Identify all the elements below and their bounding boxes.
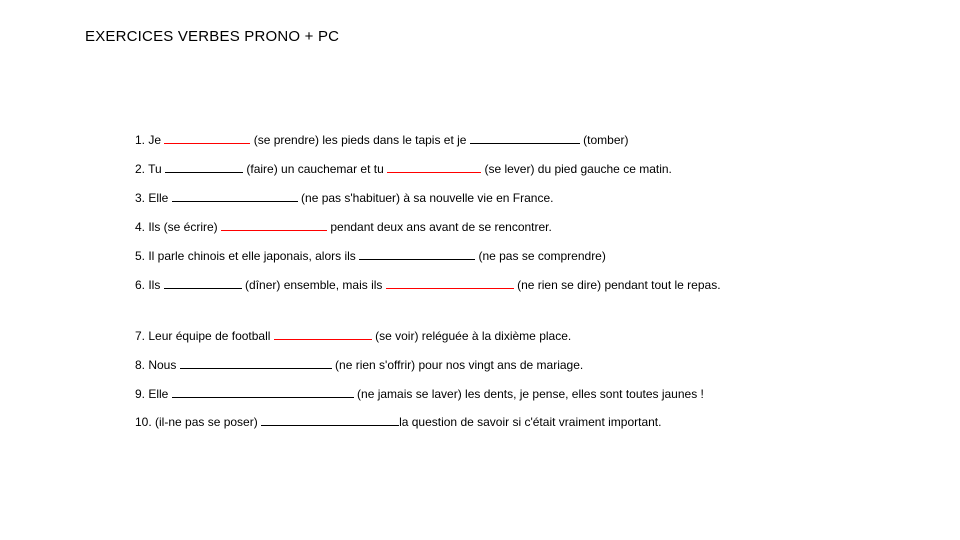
answer-blank[interactable] bbox=[172, 190, 298, 202]
answer-blank[interactable] bbox=[172, 386, 354, 398]
exercise-7 bbox=[135, 328, 571, 344]
exercise-text: (dîner) ensemble, mais ils bbox=[241, 278, 386, 292]
exercise-8 bbox=[135, 357, 583, 373]
answer-blank[interactable] bbox=[180, 357, 332, 369]
answer-blank[interactable] bbox=[164, 277, 242, 289]
exercise-text: (ne rien se dire) pendant tout le repas. bbox=[513, 278, 721, 292]
exercise-10 bbox=[135, 414, 661, 430]
exercise-text: 2. Tu bbox=[135, 162, 166, 176]
answer-blank[interactable] bbox=[470, 132, 580, 144]
answer-blank[interactable] bbox=[359, 248, 475, 260]
answer-blank[interactable] bbox=[165, 161, 243, 173]
exercise-text: (se lever) du pied gauche ce matin. bbox=[481, 162, 672, 176]
exercise-text: (ne rien s'offrir) pour nos vingt ans de mariage. bbox=[331, 358, 584, 372]
exercise-text: (se voir) reléguée à la dixième place. bbox=[371, 329, 572, 343]
exercise-3 bbox=[135, 190, 553, 206]
exercise-text: 8. Nous bbox=[135, 358, 180, 372]
exercise-text: 7. Leur équipe de football bbox=[135, 329, 274, 343]
exercise-5 bbox=[135, 248, 606, 264]
exercise-6 bbox=[135, 277, 721, 293]
answer-blank[interactable] bbox=[274, 328, 372, 340]
exercise-text: (ne pas s'habituer) à sa nouvelle vie en France. bbox=[297, 191, 554, 205]
answer-blank[interactable] bbox=[386, 277, 514, 289]
exercise-text: 4. Ils (se écrire) bbox=[135, 220, 222, 234]
exercise-1 bbox=[135, 132, 629, 148]
exercise-text: la question de savoir si c'était vraiment important. bbox=[399, 415, 662, 429]
exercise-text: (se prendre) les pieds dans le tapis et je bbox=[250, 133, 470, 147]
exercise-text: (ne pas se comprendre) bbox=[475, 249, 606, 263]
exercise-text: 1. Je bbox=[135, 133, 165, 147]
exercise-text: 5. Il parle chinois et elle japonais, alors ils bbox=[135, 249, 360, 263]
answer-blank[interactable] bbox=[387, 161, 481, 173]
exercise-text: (faire) un cauchemar et tu bbox=[243, 162, 388, 176]
exercise-text: (ne jamais se laver) les dents, je pense, elles sont toutes jaunes ! bbox=[353, 387, 704, 401]
exercise-9 bbox=[135, 386, 704, 402]
exercise-text: 3. Elle bbox=[135, 191, 172, 205]
exercise-4 bbox=[135, 219, 552, 235]
exercise-2 bbox=[135, 161, 672, 177]
answer-blank[interactable] bbox=[261, 414, 399, 426]
answer-blank[interactable] bbox=[221, 219, 327, 231]
exercise-text: (tomber) bbox=[579, 133, 629, 147]
exercise-text: pendant deux ans avant de se rencontrer. bbox=[327, 220, 552, 234]
answer-blank[interactable] bbox=[164, 132, 250, 144]
page-title: EXERCICES VERBES PRONO + PC bbox=[85, 28, 340, 45]
exercise-text: 6. Ils bbox=[135, 278, 164, 292]
exercise-text: 9. Elle bbox=[135, 387, 172, 401]
exercise-text: 10. (il-ne pas se poser) bbox=[135, 415, 262, 429]
